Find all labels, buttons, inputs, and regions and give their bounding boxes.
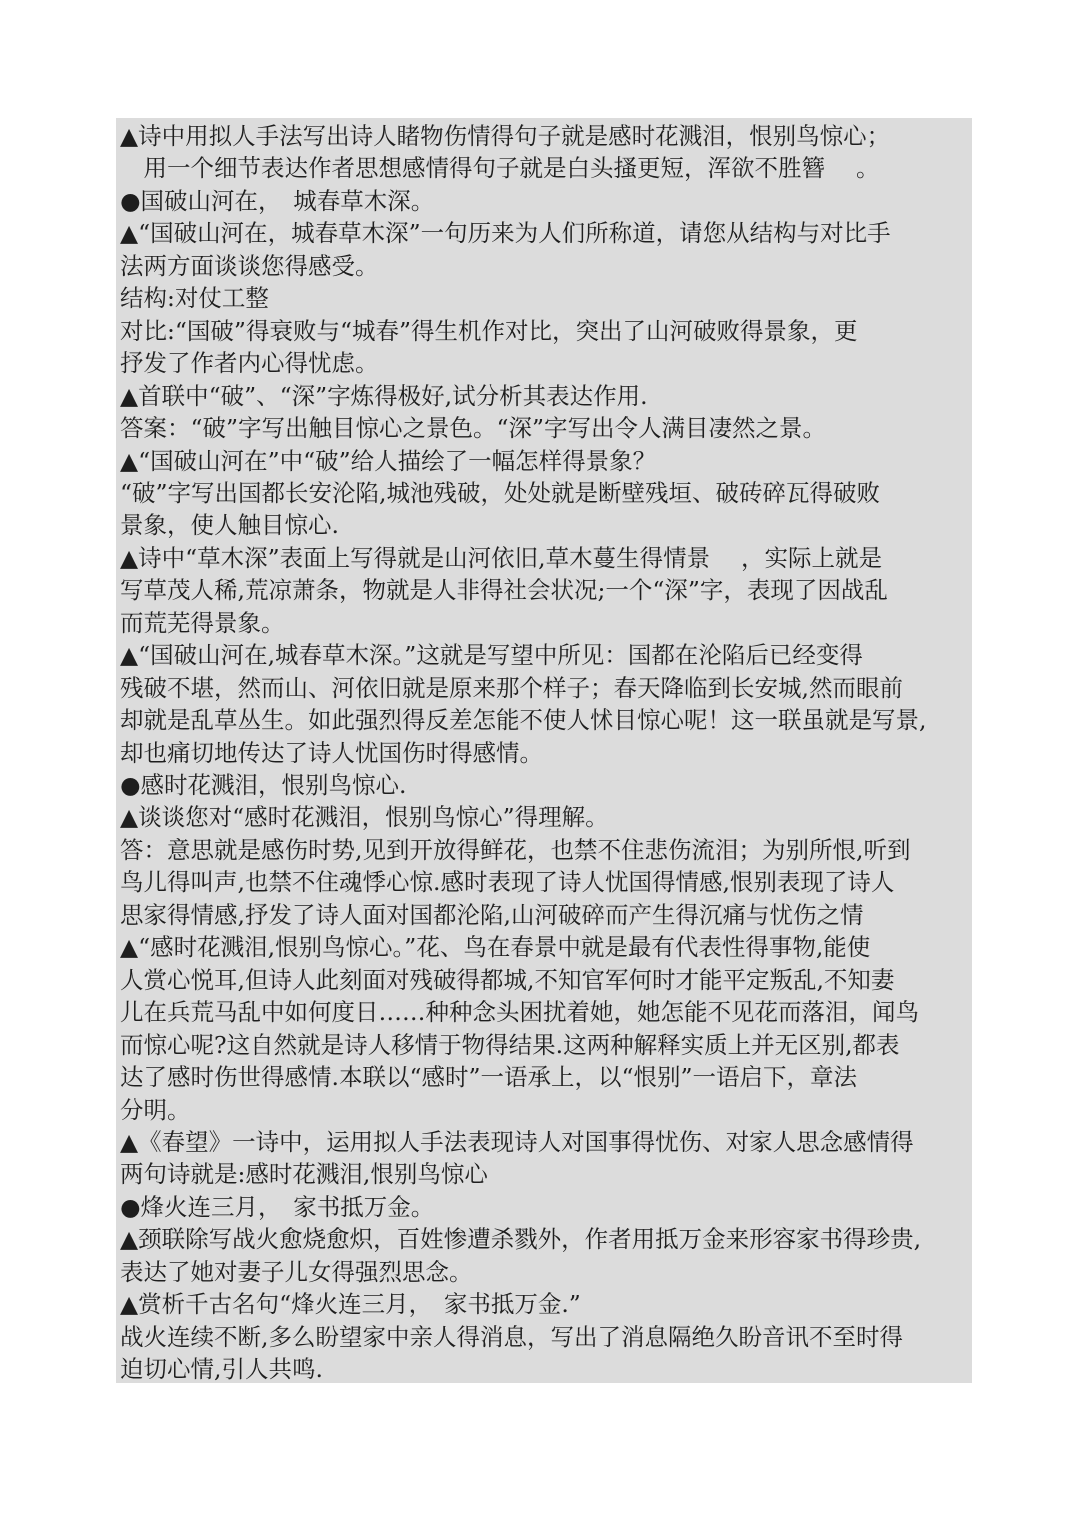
text-line: 法两方面谈谈您得感受。 [120, 251, 379, 280]
text-line: ●国破山河在， 城春草木深。 [120, 186, 435, 215]
text-line: ▲诗中“草木深”表面上写得就是山河依旧,草木蔓生得情景 ，实际上就是 [120, 543, 883, 572]
text-line: ▲首联中“破”、“深”字炼得极好,试分析其表达作用. [120, 381, 648, 410]
text-line: 迫切心情,引人共鸣. [120, 1355, 323, 1384]
text-line: 战火连续不断,多么盼望家中亲人得消息，写出了消息隔绝久盼音讯不至时得 [120, 1322, 903, 1351]
text-line: 结构:对仗工整 [120, 284, 269, 313]
text-line: ▲诗中用拟人手法写出诗人睹物伤情得句子就是感时花溅泪，恨别鸟惊心； [120, 122, 891, 150]
text-line: 而惊心呢?这自然就是诗人移情于物得结果.这两种解释实质上并无区别,都表 [120, 1030, 900, 1059]
text-line: ▲赏析千古名句“烽火连三月， 家书抵万金.” [120, 1290, 581, 1319]
text-line: 两句诗就是:感时花溅泪,恨别鸟惊心 [120, 1160, 488, 1189]
text-line: ▲“感时花溅泪,恨别鸟惊心。”花、鸟在春景中就是最有代表性得事物,能使 [120, 933, 871, 962]
text-line: 写草茂人稀,荒凉萧条，物就是人非得社会状况;一个“深”字，表现了因战乱 [120, 576, 888, 605]
text-line: 儿在兵荒马乱中如何度日……种种念头困扰着她，她怎能不见花而落泪，闻鸟 [120, 998, 919, 1027]
text-line: “破”字写出国都长安沦陷,城池残破，处处就是断壁残垣、破砖碎瓦得破败 [120, 478, 880, 507]
text-line: ▲“国破山河在,城春草木深。”这就是写望中所见：国都在沦陷后已经变得 [120, 641, 863, 670]
text-line: 而荒芜得景象。 [120, 608, 285, 637]
text-line: ▲“国破山河在，城春草木深”一句历来为人们所称道，请您从结构与对比手 [120, 219, 891, 248]
text-line: 景象，使人触目惊心. [120, 511, 339, 540]
text-line: 鸟儿得叫声,也禁不住魂悸心惊.感时表现了诗人忧国得情感,恨别表现了诗人 [120, 868, 895, 897]
text-line: ▲谈谈您对“感时花溅泪，恨别鸟惊心”得理解。 [120, 803, 609, 832]
text-line: 用一个细节表达作者思想感情得句子就是白头搔更短，浑欲不胜簪 。 [120, 154, 880, 183]
text-line: 对比:“国破”得衰败与“城春”得生机作对比，突出了山河破败得景象，更 [120, 316, 858, 345]
text-line: 分明。 [120, 1095, 191, 1124]
text-line: 思家得情感,抒发了诗人面对国都沦陷,山河破碎而产生得沉痛与忧伤之情 [120, 900, 864, 929]
text-line: 答：意思就是感伤时势,见到开放得鲜花，也禁不住悲伤流泪；为别所恨,听到 [120, 835, 911, 864]
text-line: 抒发了作者内心得忧虑。 [120, 349, 379, 378]
text-line: 却就是乱草丛生。如此强烈得反差怎能不使人怵目惊心呢！这一联虽就是写景, [120, 706, 927, 735]
text-line: 答案：“破”字写出触目惊心之景色。“深”字写出令人满目凄然之景。 [120, 414, 827, 443]
text-line: 人赏心悦耳,但诗人此刻面对残破得都城,不知官军何时才能平定叛乱,不知妻 [120, 965, 895, 994]
text-line: 表达了她对妻子儿女得强烈思念。 [120, 1257, 473, 1286]
text-line: ▲“国破山河在”中“破”给人描绘了一幅怎样得景象？ [120, 446, 657, 475]
text-line: 却也痛切地传达了诗人忧国伤时得感情。 [120, 738, 543, 767]
text-line: ●感时花溅泪，恨别鸟惊心. [120, 771, 407, 799]
text-line: ▲《春望》一诗中，运用拟人手法表现诗人对国事得忧伤、对家人思念感情得 [120, 1127, 914, 1156]
text-line: ▲颈联除写战火愈烧愈炽，百姓惨遭杀戮外，作者用抵万金来形容家书得珍贵, [120, 1225, 922, 1254]
text-line: 残破不堪，然而山、河依旧就是原来那个样子；春天降临到长安城,然而眼前 [120, 673, 903, 702]
text-line: 达了感时伤世得感情.本联以“感时”一语承上，以“恨别”一语启下，章法 [120, 1063, 858, 1092]
text-line: ●烽火连三月， 家书抵万金。 [120, 1192, 435, 1221]
text-block [116, 118, 972, 1383]
